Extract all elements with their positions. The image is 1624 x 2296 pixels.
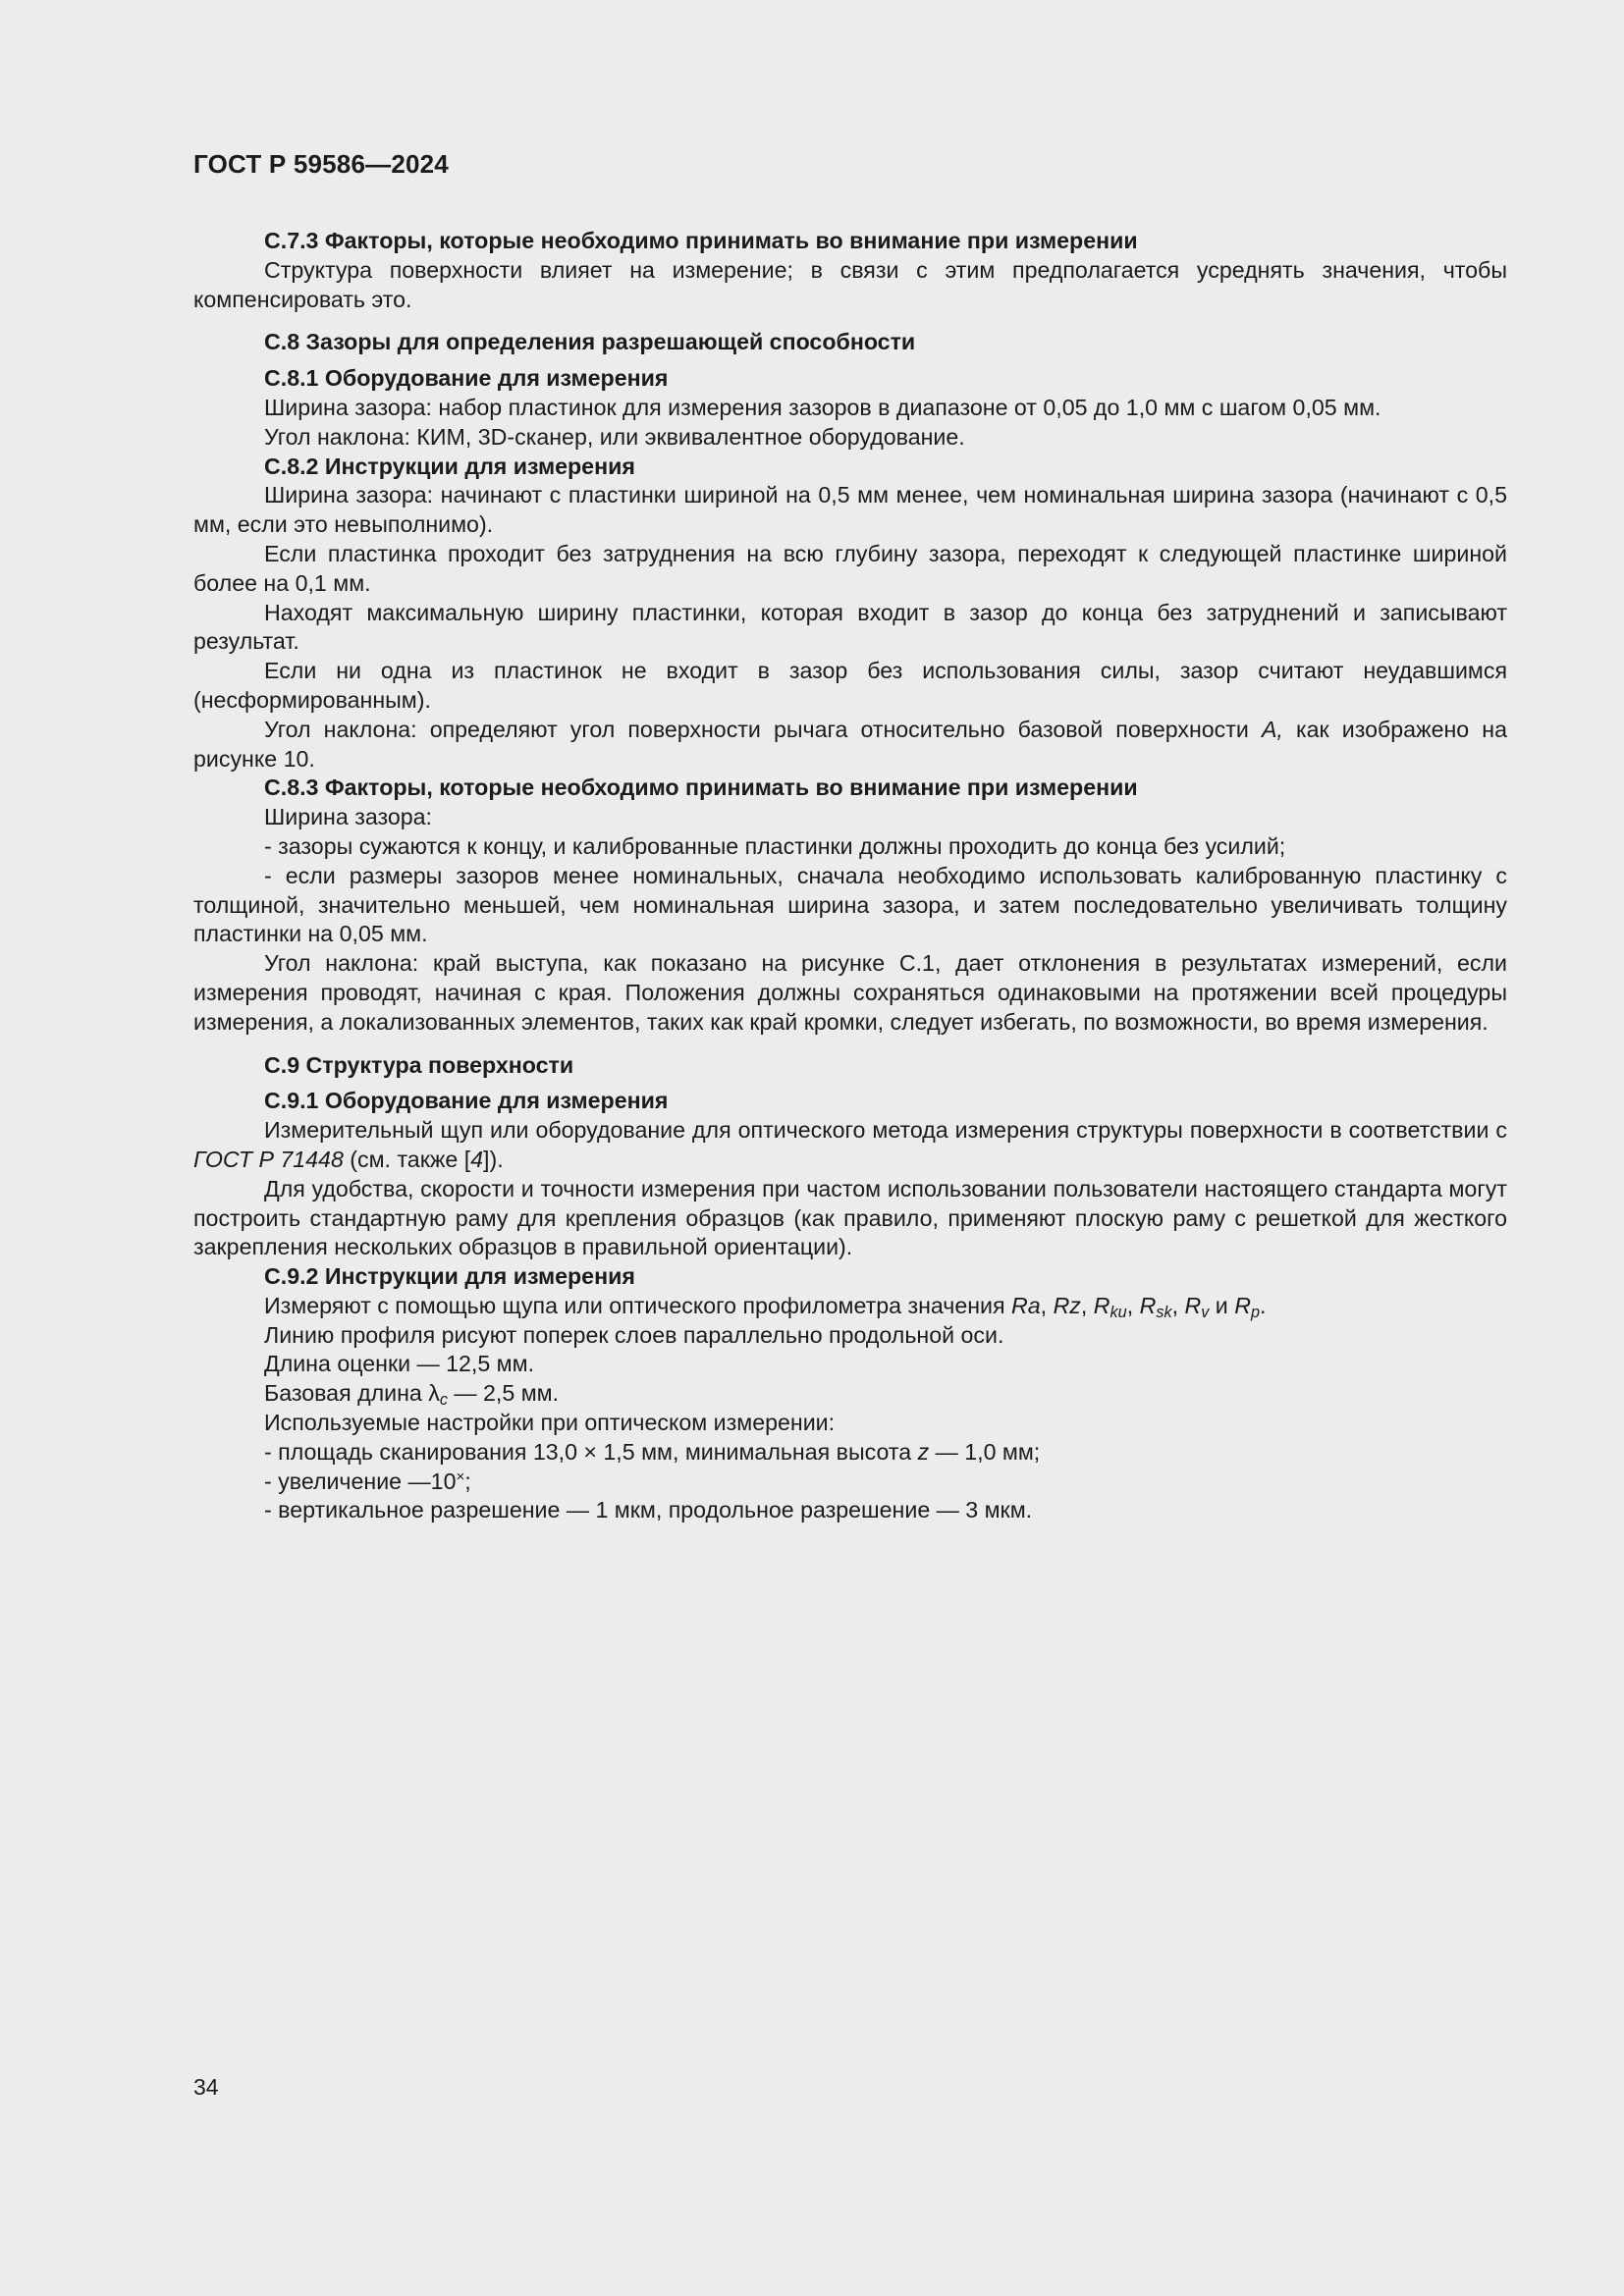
text-run: - увеличение —10 [264,1468,457,1494]
param-symbol: R [1139,1292,1157,1318]
text-run: Измеряют с помощью щупа или оптического профилометра значения [264,1292,1012,1318]
param-symbol: R [1234,1292,1251,1318]
heading-c81: С.8.1 Оборудование для измерения [264,365,669,392]
text-run: — 2,5 мм. [447,1380,560,1407]
heading-c91: С.9.1 Оборудование для измерения [264,1088,669,1114]
paragraph: Измеряют с помощью щупа или оптического профилометра значения Ra, Rz, $R_{ku}$, $R_{sk}$, $R_v$ и $R_p$. [264,1292,1267,1321]
text-run: (см. также [ [343,1146,471,1172]
text-run: ]). [483,1146,504,1172]
variable-A: A, [1261,716,1283,742]
document-header-id: ГОСТ Р 59586—2024 [193,149,449,179]
heading-c82: С.8.2 Инструкции для измерения [264,453,635,479]
paragraph: Длина оценки — 12,5 мм. [264,1351,535,1377]
paragraph: Если пластинка проходит без затруднения на всю глубину зазора, переходят к следующей пластинке шириной более на 0,1 мм. [193,540,1507,596]
paragraph: Находят максимальную ширину пластинки, которая входит в зазор до конца без затруднений и записывают результат. [193,599,1507,655]
paragraph: Для удобства, скорости и точности измерения при частом использовании пользователи настоящего стандарта могут построить стандартную раму для крепления образцов (как правило, применяют плоскую раму с решеткой для жесткого закрепления нескольких образцов в правильной ориентации). [193,1175,1507,1260]
page-number: 34 [193,2074,219,2100]
paragraph [193,716,1507,774]
variable-z: z [917,1438,930,1465]
paragraph: Угол наклона: край выступа, как показано на рисунке С.1, дает отклонения в результатах измерений, если измерения проводят, начиная с края. Положения должны сохраняться одинаковыми на протяжении всей процедуры измерения, а локализованных элементов, таких как край кромки, следует избегать, по возможности, во время измерения. [193,950,1507,1035]
param-symbol: R [1093,1292,1110,1318]
lambda-subscript: c [439,1391,448,1410]
heading-c73: С.7.3 Факторы, которые необходимо принимать во внимание при измерении [264,228,1138,253]
param-subscript: ku [1110,1303,1127,1321]
param-rsk [1139,1292,1172,1321]
paragraph [193,1379,1507,1409]
heading-c92: С.9.2 Инструкции для измерения [264,1263,635,1290]
text-run: Угол наклона: определяют угол поверхности рычага относительно базовой поверхности [264,716,1262,742]
standard-reference-link[interactable]: ГОСТ Р 71448 [193,1146,344,1172]
paragraph: Ширина зазора: набор пластинок для измерения зазоров в диапазоне от 0,05 до 1,0 мм с шагом 0,05 мм. [264,394,1381,420]
paragraph: Ширина зазора: начинают с пластинки шириной на 0,5 мм менее, чем номинальная ширина зазора (начинают с 0,5 мм, если это невыполнимо). [193,482,1507,538]
param-rku [1093,1292,1127,1321]
param-rp [1234,1292,1260,1321]
magnification-sign: × [456,1468,465,1485]
list-item [193,1468,1507,1497]
text-run: - площадь сканирования 13,0 × 1,5 мм, минимальная высота [264,1438,918,1465]
param-subscript: p [1250,1303,1260,1321]
paragraph [193,1116,1507,1175]
text-run: и [1209,1292,1235,1318]
param-rv [1184,1292,1210,1321]
paragraph: Если ни одна из пластинок не входит в зазор без использования силы, зазор считают неудавшимся (несформированным). [193,658,1507,713]
param-ra: Ra [1011,1292,1041,1318]
list-item: - вертикальное разрешение — 1 мкм, продольное разрешение — 3 мкм. [264,1497,1033,1523]
param-subscript: sk [1156,1303,1172,1321]
heading-c83: С.8.3 Факторы, которые необходимо принимать во внимание при измерении [264,774,1138,801]
param-symbol: R [1184,1292,1202,1318]
bibliography-citation[interactable]: 4 [470,1146,484,1172]
text-run: — 1,0 мм; [929,1438,1041,1465]
paragraph: Линию профиля рисуют поперек слоев параллельно продольной оси. [264,1321,1004,1348]
text-run: Базовая длина λ [264,1380,440,1407]
text-run: Измерительный щуп или оборудование для оптического метода измерения структуры поверхности в соответствии с [264,1117,1507,1144]
heading-c8: С.8 Зазоры для определения разрешающей способности [264,329,916,355]
text-run: ; [464,1468,471,1494]
param-subscript: v [1201,1303,1210,1321]
page-content [193,227,1507,1525]
text-run: как изображено на рисунке 10. [193,716,1507,772]
paragraph: Структура поверхности влияет на измерение; в связи с этим предполагается усреднять значения, чтобы компенсировать это. [193,256,1507,312]
paragraph: Используемые настройки при оптическом измерении: [264,1410,836,1436]
list-item: - зазоры сужаются к концу, и калиброванные пластинки должны проходить до конца без усилий; [264,832,1286,859]
heading-c9: С.9 Структура поверхности [264,1051,574,1078]
param-rz: Rz [1053,1292,1081,1318]
paragraph: Ширина зазора: [264,804,432,830]
list-item: - если размеры зазоров менее номинальных, сначала необходимо использовать калиброванную пластинку с толщиной, значительно меньшей, чем номинальная ширина зазора, и затем последовательно увеличивать толщину пластинки на 0,05 мм. [193,862,1507,947]
list-item [193,1438,1507,1468]
paragraph: Угол наклона: КИМ, 3D-сканер, или эквивалентное оборудование. [264,423,965,450]
